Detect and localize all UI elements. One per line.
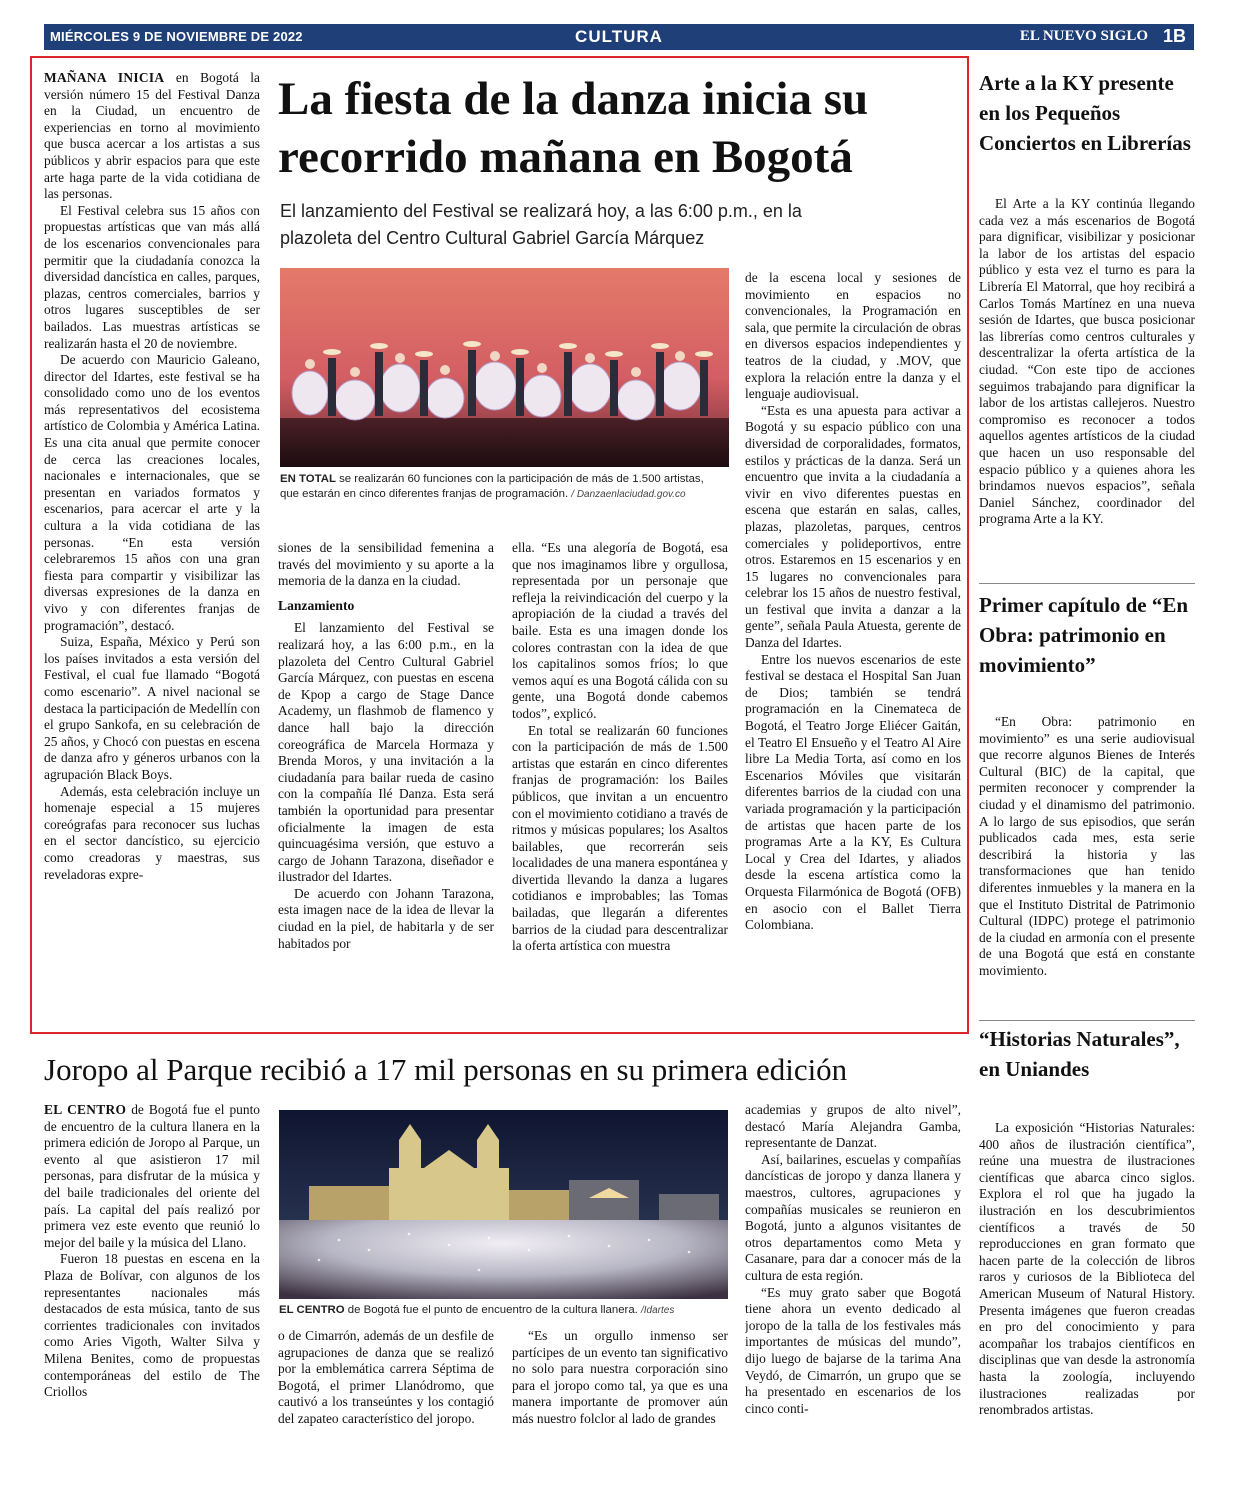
- joropo-column-1: [44, 1102, 260, 1482]
- joropo-column-2: [278, 1328, 494, 1482]
- photo-credit: /Idartes: [641, 1305, 675, 1316]
- sidebar-divider: [979, 583, 1195, 584]
- joropo-photo-image: [279, 1110, 728, 1299]
- dance-photo-caption: [280, 472, 720, 502]
- caption-text: de Bogotá fue el punto de encuentro de la cultura llanera.: [347, 1304, 638, 1316]
- deck-line: plazoleta del Centro Cultural Gabriel García Márquez: [280, 228, 705, 248]
- paragraph: El Arte a la KY continúa llegando cada vez a más escenarios de Bogotá para dignificar, visibilizar y posicionar la labor de los artistas del espacio público y esta vez el turno es para la Librería El Matorral, que hoy recibirá a Carlos Tomás Martínez en una nueva sesión de Idartes, que busca posicionar las librerías como centros culturales y descentralizar la oferta artística de la ciudad. “Con este tipo de acciones seguimos trabajando para dignificar la labor de los artistas callejeros. Nuestro compromiso es reconocer a todos aquellos agentes artísticos de la ciudad que hacen un uso responsable del espacio público y a quienes ahora les brindamos nuevos espacios”, señala Daniel Sánchez, coordinador del programa Arte a la KY.: [979, 196, 1195, 527]
- paragraph: academias y grupos de alto nivel”, destacó María Alejandra Gamba, representante de Danzat.: [745, 1102, 961, 1151]
- sidebar-headline-2: Primer capítulo de “En Obra: patrimonio en movimiento”: [979, 593, 1189, 677]
- paragraph: o de Cimarrón, además de un desfile de agrupaciones de danza que se realizó por la emblemática carrera Séptima de Bogotá, el primer Llanódromo, que cautivó a los transeúntes y los contagió del zapateo característico del joropo.: [278, 1328, 494, 1426]
- lead-headline: [278, 70, 958, 186]
- paragraph: de la escena local y sesiones de movimiento en espacios no convencionales, la Programación en sala, que permite la circulación de obras en diversos espacios independientes y teatros de la ciudad, y .MOV, que explora la relación entre la danza y el lenguaje audiovisual.: [745, 270, 961, 402]
- page-header-bar: [44, 24, 1194, 50]
- sidebar-story-3-body: [979, 1120, 1195, 1482]
- paragraph: “Es muy grato saber que Bogotá tiene ahora un evento dedicado al joropo de la talla de los festivales más importantes de músicas del mundo”, dijo luego de bajarse de la tarima Ana Veydó, de Cimarrón, un grupo que se ha presentado en escenarios de los cinco conti-: [745, 1284, 961, 1416]
- paragraph: El lanzamiento del Festival se realizará hoy, a las 6:00 p.m., en la plazoleta del Centro Cultural Gabriel García Márquez, con puestas en escena de Kpop a cargo de Stage Dance Academy, un flashmob de flamenco y dance hall bajo la dirección coreográfica de Marcela Hormaza y Brenda Moros, y una invitación a la ciudadanía para bailar rueda de casino con la compañía Ilé Danza. Esta será también la oportunidad para presentar oficialmente la imagen de esta quincuagésima versión, que estuvo a cargo de Johann Tarazona, diseñador e ilustrador del Idartes.: [278, 620, 494, 885]
- sidebar-headline-3: “Historias Naturales”, en Uniandes: [979, 1027, 1180, 1081]
- headline-line: La fiesta de la danza inicia su: [278, 73, 869, 125]
- paragraph: Suiza, España, México y Perú son los países invitados a esta versión del Festival, el cual fue llamado “Bogotá como escenario”. A nivel nacional se destaca la participación de Medellín con el grupo Sankofa, en su celebración de 25 años, y Chocó con puestas en escena de danza afro y géneros urbanos con la agrupación Black Boys.: [44, 634, 260, 782]
- issue-date: MIÉRCOLES 9 DE NOVIEMBRE DE 2022: [50, 29, 303, 44]
- paragraph: ella. “Es una alegoría de Bogotá, esa que nos imaginamos libre y orgullosa, representada por un personaje que refleja la reivindicación del cuerpo y la apropiación de la ciudad a través del baile. Esta es una imagen donde los colores contrastan con la idea de que los capitalinos somos fríos; lo que vemos aquí es una Bogotá cálida con su gente, una Bogotá donde cabemos todos”, explicó.: [512, 540, 728, 721]
- joropo-column-4: [745, 1102, 961, 1482]
- lead-story-column-3: [512, 540, 728, 1020]
- paragraph: De acuerdo con Mauricio Galeano, director del Idartes, este festival se ha consolidado como uno de los eventos más representativos del ecosistema artístico de Colombia y América Latina. Es una cita anual que permite conocer de cerca las creaciones locales, nacionales e internacionales, que se presentan en variados formatos y escenarios, para acercar el arte y la cultura a la vida cotidiana de las personas. “En esta versión celebraremos 15 años con una gran fiesta para compartir y visibilizar las diversas expresiones de la danza en vivo y con diferentes franjas de programación”, destacó.: [44, 352, 260, 633]
- newspaper-name: EL NUEVO SIGLO: [1019, 28, 1148, 44]
- lead-story-column-4: [745, 270, 961, 1020]
- paragraph: siones de la sensibilidad femenina a través del movimiento y su aporte a la memoria de la danza en la ciudad.: [278, 540, 494, 589]
- lead-story-column-2: [278, 540, 494, 1020]
- lead-in: EL CENTRO: [44, 1102, 127, 1117]
- paragraph: de Bogotá fue el punto de encuentro de la cultura llanera en la primera edición de Joropo al Parque, un evento al que asistieron 17 mil personas, para disfrutar de la música y del baile tradicionales del oriente del país. La capital del país realizó por primera vez este evento que reunió lo mejor del baile y la música del Llano.: [44, 1102, 260, 1250]
- paragraph: Fueron 18 puestas en escena en la Plaza de Bolívar, con algunos de los representantes nacionales más destacados de esta música, tanto de sus corrientes tradicionales con invitados como Aries Vigoth, Walter Silva y Milena Benites, como de propuestas contemporáneas del estilo de The Criollos: [44, 1251, 260, 1400]
- paragraph: Entre los nuevos escenarios de este festival se destaca el Hospital San Juan de Dios; también se tendrá programación en la Cinemateca de Bogotá, el Teatro Jorge Eliécer Gaitán, el Teatro El Ensueño y el Teatro Al Aire libre La Media Torta, así como en los Escenarios Móviles que visitarán diferentes barrios de la ciudad con una variada programación y la participación de artistas que hacen parte de los programas Arte a la KY, Es Cultura Local y Crea del Idartes, y aliados desde la escena artística como la Orquesta Filarmónica de Bogotá (OFB) en asocio con el Ballet Tierra Colombiana.: [745, 651, 961, 933]
- paragraph: De acuerdo con Johann Tarazona, esta imagen nace de la idea de llevar la ciudad en la piel, de habitarla y de ser habitados por: [278, 885, 494, 951]
- sidebar-story-1-body: [979, 196, 1195, 574]
- sidebar-divider: [979, 1020, 1195, 1021]
- deck-line: El lanzamiento del Festival se realizará hoy, a las 6:00 p.m., en la: [280, 201, 802, 221]
- paragraph: “Esta es una apuesta para activar a Bogotá y su espacio público con una diversidad de corporalidades, formatos, estilos y prácticas de la danza. Será un encuentro que invita a la ciudadanía a vivir en vivo diferentes puestas en escena que estarán en salas, calles, plazas, plazoletas, parques, centros comerciales y polideportivos, entre otros. Estaremos en 15 escenarios y en 15 lugares no convencionales para celebrar los 15 años de nuestro festival, un festival que invita a danzar a la gente”, señala Paula Atuesta, gerente de Danza del Idartes.: [745, 402, 961, 651]
- photo-credit: / Danzaenlaciudad.gov.co: [571, 489, 686, 500]
- dance-photo: [280, 268, 729, 467]
- paragraph: “Es un orgullo inmenso ser partícipes de un evento tan significativo no solo para nuestra corporación sino para el joropo como tal, ya que es una manera importante de promover aún más nuestro folclor al lado de grandes: [512, 1328, 728, 1426]
- paragraph: El Festival celebra sus 15 años con propuestas artísticas que van más allá de los escenarios convencionales para permitir que la ciudadanía conozca la diversidad dancística en calles, parques, plazas, centros comerciales, barrios y otros lugares susceptibles de ser bailados. Las muestras artísticas se realizarán hasta el 20 de noviembre.: [44, 202, 260, 351]
- paragraph: En total se realizarán 60 funciones con la participación de más de 1.500 artistas que estarán en cinco diferentes franjas de programación: los Bailes públicos, que invitan a un encuentro con el movimiento cotidiano a través de ritmos y músicas populares; los Asaltos bailables, que recorrerán seis localidades de una manera espontánea y divertida llevando la danza a lugares cotidianos e improbables; las Tomas bailadas, que llegarán a diferentes barrios de la ciudad para descentralizar la oferta artística con muestra: [512, 722, 728, 954]
- section-name: CULTURA: [575, 27, 663, 46]
- lead-in: MAÑANA INICIA: [44, 70, 165, 85]
- joropo-column-3: [512, 1328, 728, 1482]
- paragraph: “En Obra: patrimonio en movimiento” es una serie audiovisual que recorre algunos Bienes de Interés Cultural (BIC) de la capital, que permiten reconocer y comprender la ciudad y el dinamismo del patrimonio. A lo largo de sus episodios, que serán publicados cada mes, esta serie describirá la historia y las transformaciones que han tenido diferentes inmuebles y la manera en la que el Instituto Distrital de Patrimonio Cultural (IDPC) protege el patrimonio de la ciudad en armonía con el presente de una Bogotá que está en constante movimiento.: [979, 714, 1195, 978]
- lead-deck: [280, 198, 960, 252]
- paragraph: La exposición “Historias Naturales: 400 años de ilustración científica”, reúne una muestra de ilustraciones científicas que abarca cinco siglos. Explora el rol que ha jugado la ilustración en los descubrimientos científicos a través de 50 reproducciones en gran formato que hacen parte de la colección de libros raros y curiosos de la Biblioteca del American Museum of Natural History. Presenta imágenes que fueron creadas en pro del conocimiento y para acompañar los trabajos científicos en disciplinas que van desde la astronomía hasta la zoología, incluyendo ilustraciones realizadas por renombrados artistas.: [979, 1120, 1195, 1418]
- paragraph: Así, bailarines, escuelas y compañías dancísticas de joropo y danza llanera y maestros, cultores, agrupaciones y compañías musicales se reunieron en Bogotá, junto a algunos visitantes de otros departamentos como Meta y Casanare, para dar a conocer más de la cultura de esta región.: [745, 1151, 961, 1283]
- headline-line: recorrido mañana en Bogotá: [278, 131, 853, 183]
- caption-lead: EN TOTAL: [280, 473, 336, 485]
- paragraph: Además, esta celebración incluye un homenaje especial a 15 mujeres coreógrafas para reconocer sus luchas en el sector dancístico, su ejercicio como creadoras y maestras, sus reveladoras expre-: [44, 783, 260, 882]
- joropo-headline: Joropo al Parque recibió a 17 mil personas en su primera edición: [44, 1052, 848, 1087]
- joropo-photo-caption: [279, 1303, 728, 1318]
- caption-lead: EL CENTRO: [279, 1304, 345, 1316]
- dance-photo-image: [280, 268, 729, 467]
- sidebar-story-2-body: [979, 714, 1195, 1020]
- joropo-photo: [279, 1110, 728, 1299]
- caption-text: se realizarán 60 funciones con la participación de más de 1.500 artistas, que estarán en cinco diferentes franjas de programación.: [280, 473, 704, 500]
- paragraph: en Bogotá la versión número 15 del Festival Danza en la Ciudad, un encuentro de experiencias en torno al movimiento que busca acercar a los artistas a sus públicos y abrir espacios para que este arte haga parte de la vida cotidiana de las personas.: [44, 70, 260, 202]
- lead-story-column-1: [44, 70, 260, 1020]
- subhead: Lanzamiento: [278, 597, 355, 613]
- sidebar-headline-1: Arte a la KY presente en los Pequeños Conciertos en Librerías: [979, 71, 1191, 155]
- page-number: 1B: [1162, 26, 1186, 46]
